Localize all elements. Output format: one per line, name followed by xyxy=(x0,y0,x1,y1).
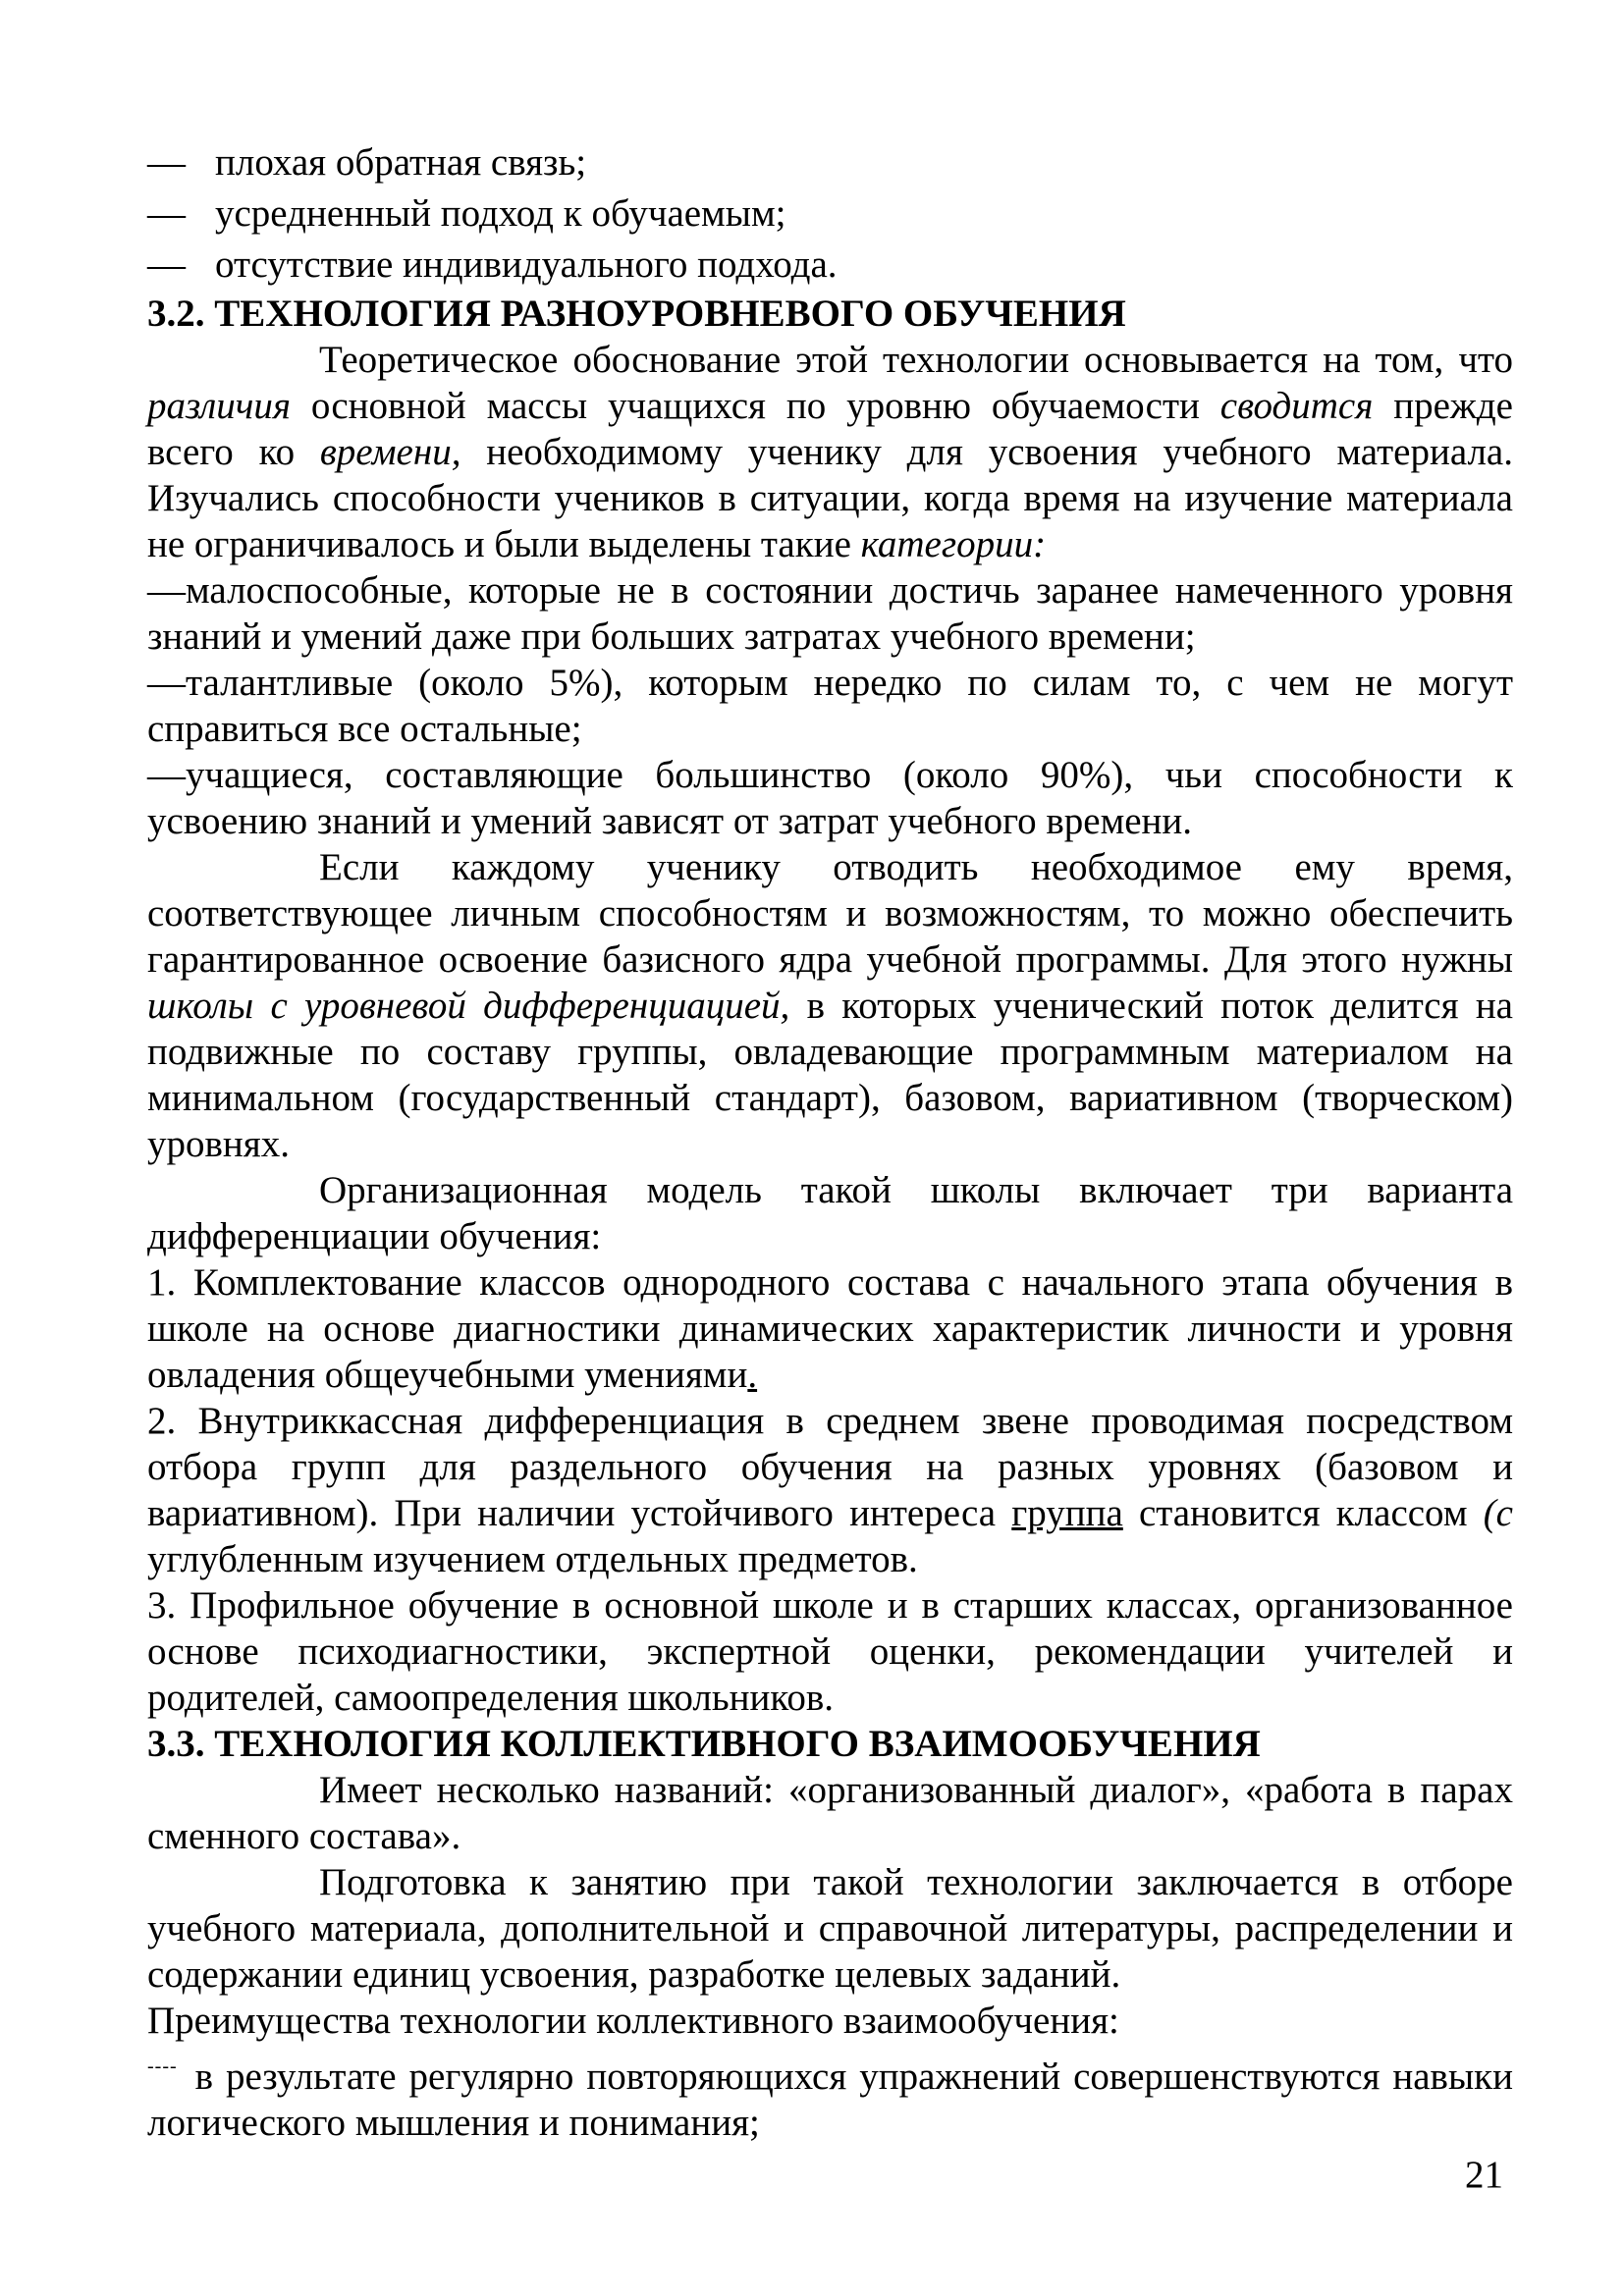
text-run: в результате регулярно повторяющихся упражнений совершенствуются навыки логического мышления и понимания; xyxy=(147,2056,1513,2144)
list-item xyxy=(147,188,1513,240)
paragraph-advantages-lead: Преимущества технологии коллективного взаимообучения: xyxy=(147,2000,1119,2042)
section-heading-3-2: 3.2. ТЕХНОЛОГИЯ РАЗНОУРОВНЕВОГО ОБУЧЕНИЯ xyxy=(147,293,1126,335)
variant-item-1 xyxy=(147,1259,1513,1398)
text-run: Теоретическое обоснование этой технологии основывается на том, что xyxy=(319,339,1513,381)
list-item-text: усредненный подход к обучаемым; xyxy=(215,192,786,235)
paragraph-intro xyxy=(147,337,1513,567)
underlined-run: группа xyxy=(1011,1492,1123,1534)
italic-run: времени, xyxy=(319,431,461,473)
dash-marker: — xyxy=(147,243,186,286)
text-run: основной массы учащихся по уровню обучаемости xyxy=(290,385,1220,427)
text-run: углубленным изучением отдельных предметов. xyxy=(147,1538,918,1580)
section-heading-3-3: 3.3. ТЕХНОЛОГИЯ КОЛЛЕКТИВНОГО ВЗАИМООБУЧЕНИЯ xyxy=(147,1723,1261,1765)
text-run: в которых ученический поток делится на подвижные по составу группы, овладевающие программным материалом на минимальном (государственный стандарт), базовом, вариативном (творческом) уровнях. xyxy=(147,985,1513,1165)
paragraph-model: Организационная модель такой школы включает три варианта дифференциации обучения: xyxy=(147,1169,1513,1257)
italic-run: школы с уровневой дифференциацией, xyxy=(147,985,790,1027)
drawbacks-list xyxy=(147,137,1513,291)
page-number: 21 xyxy=(1465,2154,1503,2196)
page-content xyxy=(147,137,1513,2146)
dash-marker: — xyxy=(147,141,186,184)
underlined-run: . xyxy=(747,1354,758,1396)
list-item xyxy=(147,240,1513,291)
italic-run: различия xyxy=(147,385,291,427)
variant-item-3: 3. Профильное обучение в основной школе и в старших классах, организованное основе психодиагностики, экспертной оценки, рекомендации учителей и родителей, самоопределения школьников. xyxy=(147,1584,1513,1719)
italic-run: сводится xyxy=(1219,385,1374,427)
text-run: 2. Внутриккассная дифференциация в среднем звене проводимая посредством отбора групп для раздельного обучения на разных уровнях (базовом и вариативном). При наличии устойчивого интереса xyxy=(147,1400,1513,1534)
category-item: —талантливые (около 5%), которым нередко по силам то, с чем не могут справиться все остальные; xyxy=(147,662,1513,750)
text-run: прежде всего ко xyxy=(147,385,1513,473)
category-item: —учащиеся, составляющие большинство (около 90%), чьи способности к усвоению знаний и умений зависят от затрат учебного времени. xyxy=(147,754,1513,842)
text-run: 1. Комплектование классов однородного состава с начального этапа обучения в школе на основе диагностики динамических характеристик личности и уровня овладения общеучебными умениями xyxy=(147,1261,1513,1396)
paragraph-names: Имеет несколько названий: «организованный диалог», «работа в парах сменного состава». xyxy=(147,1769,1513,1857)
italic-run: (с xyxy=(1483,1492,1513,1534)
italic-run: категории: xyxy=(860,523,1047,565)
text-run: становится классом xyxy=(1122,1492,1484,1534)
variant-item-2 xyxy=(147,1398,1513,1582)
paragraph-time xyxy=(147,844,1513,1167)
list-item xyxy=(147,137,1513,188)
paragraph-preparation: Подготовка к занятию при такой технологии заключается в отборе учебного материала, дополнительной и справочной литературы, распределении и содержании единиц усвоения, разработке целевых заданий. xyxy=(147,1861,1513,1996)
dash-marker: ---- xyxy=(147,2056,178,2077)
advantage-item xyxy=(147,2044,1513,2146)
category-item: —малоспособные, которые не в состоянии достичь заранее намеченного уровня знаний и умений даже при больших затратах учебного времени; xyxy=(147,569,1513,658)
list-item-text: отсутствие индивидуального подхода. xyxy=(215,243,838,286)
text-run: Если каждому ученику отводить необходимое ему время, соответствующее личным способностям и возможностям, то можно обеспечить гарантированное освоение базисного ядра учебной программы. Для этого нужны xyxy=(147,846,1513,981)
text-run: необходимому ученику для усвоения учебного материала. Изучались способности учеников в ситуации, когда время на изучение материала не ограничивалось и были выделены такие xyxy=(147,431,1513,565)
dash-marker: — xyxy=(147,192,186,235)
list-item-text: плохая обратная связь; xyxy=(215,141,587,184)
